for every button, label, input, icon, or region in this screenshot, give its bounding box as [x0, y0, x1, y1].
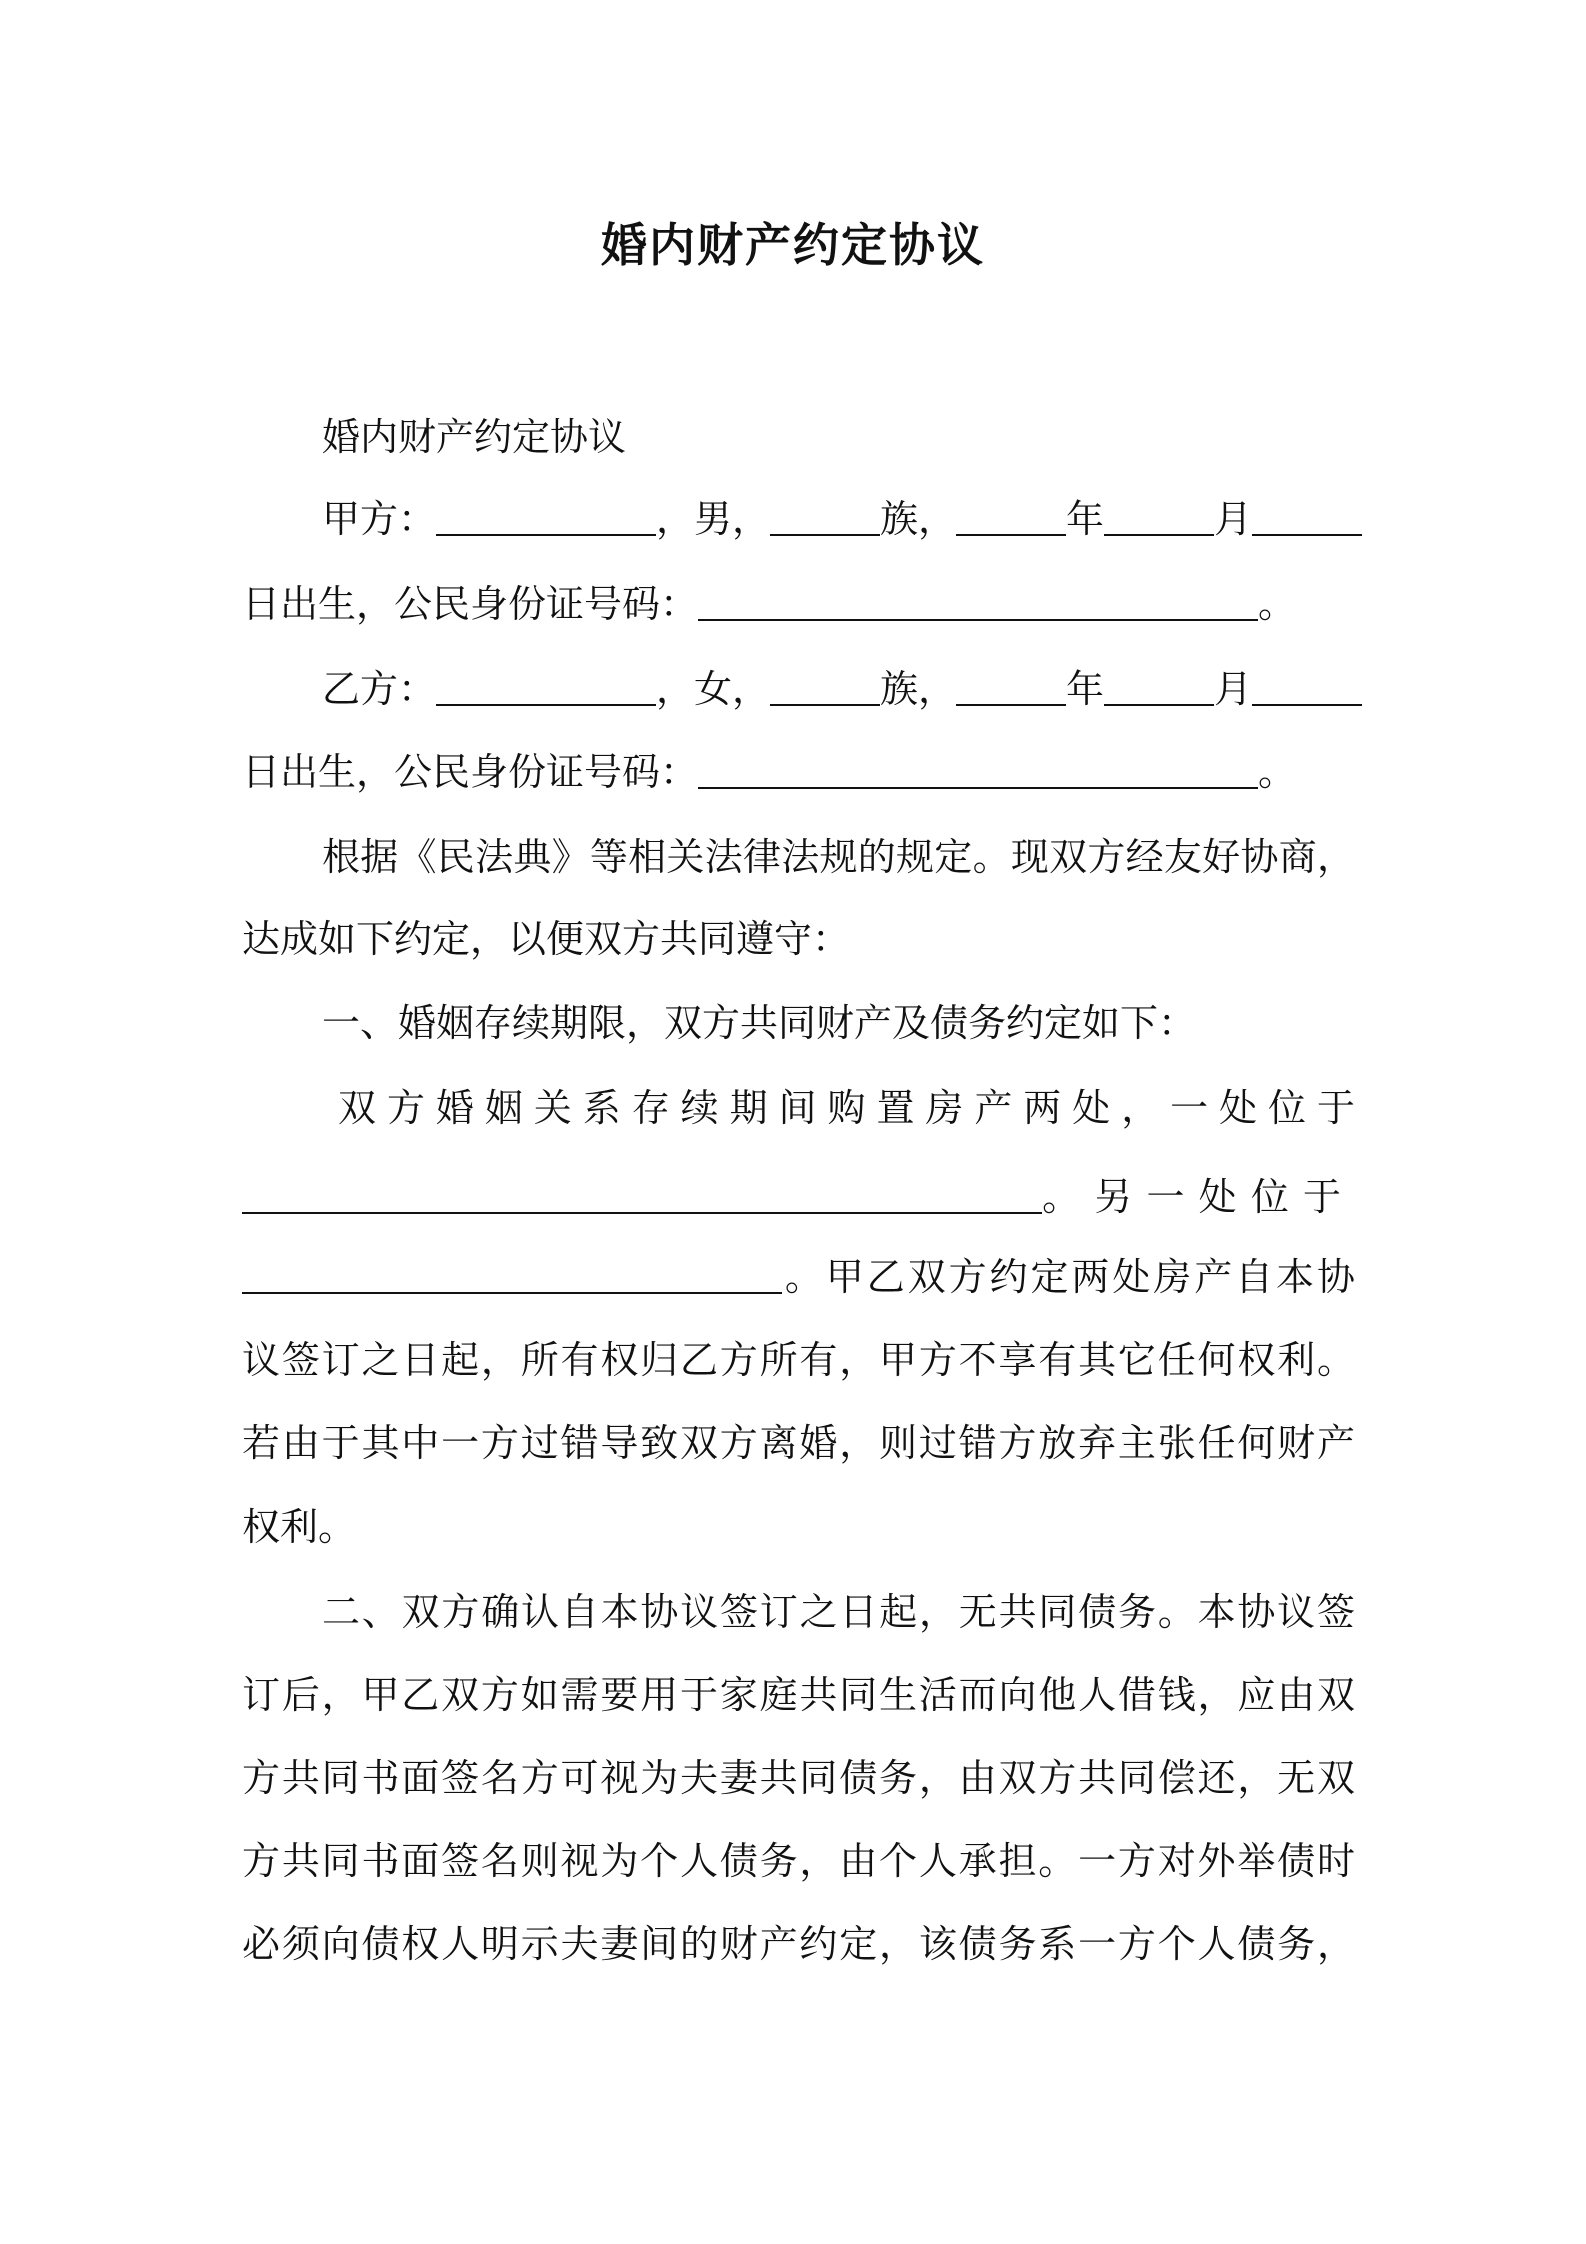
- party-a-month-label: 月: [1214, 497, 1253, 541]
- section-2-line-5: 必须向债权人明示夫妻间的财产约定，该债务系一方个人债务，: [242, 1922, 1355, 1966]
- party-b-day-blank: [1252, 664, 1362, 706]
- party-b-year-label: 年: [1066, 667, 1105, 711]
- party-b-gender: ，女，: [656, 667, 771, 711]
- party-b-id-blank: [698, 747, 1258, 789]
- party-b-birth-text: 日出生，公民身份证号码：: [242, 750, 699, 794]
- party-a-year-blank: [956, 494, 1066, 536]
- party-a-month-blank: [1104, 494, 1214, 536]
- party-a-end: 。: [1258, 582, 1297, 626]
- section-2-line-1: 二、双方确认自本协议签订之日起，无共同债务。本协议签: [322, 1590, 1355, 1634]
- party-a-birth-text: 日出生，公民身份证号码：: [242, 582, 699, 626]
- party-b-name-blank: [436, 664, 656, 706]
- party-a-ethnicity-blank: [770, 494, 880, 536]
- party-b-ethnicity-label: 族，: [880, 667, 957, 711]
- party-a-label: 甲方：: [322, 497, 437, 541]
- party-b-year-blank: [956, 664, 1066, 706]
- document-subtitle: 婚内财产约定协议: [322, 415, 627, 459]
- property-1-address-blank: [242, 1172, 1042, 1214]
- party-a-year-label: 年: [1066, 497, 1105, 541]
- party-a-name-blank: [436, 494, 656, 536]
- section-1-line-3-text: 。甲乙双方约定两处房产自本协: [782, 1255, 1355, 1299]
- section-1-line-5: 若由于其中一方过错导致双方离婚，则过错方放弃主张任何财产: [242, 1421, 1355, 1465]
- section-1-line-6: 权利。: [242, 1505, 357, 1549]
- party-b-month-blank: [1104, 664, 1214, 706]
- section-1-line-4: 议签订之日起，所有权归乙方所有，甲方不享有其它任何权利。: [242, 1338, 1355, 1382]
- party-b-label: 乙方：: [322, 667, 437, 711]
- party-a-id-blank: [698, 579, 1258, 621]
- section-1-line-3: [242, 1250, 1355, 1304]
- section-2-line-2: 订后，甲乙双方如需要用于家庭共同生活而向他人借钱，应由双: [242, 1673, 1355, 1717]
- party-a-gender: ，男，: [656, 497, 771, 541]
- property-2-address-blank: [242, 1252, 782, 1294]
- party-a-line-2: [242, 577, 1296, 631]
- section-2-line-4: 方共同书面签名则视为个人债务，由个人承担。一方对外举债时: [242, 1839, 1355, 1883]
- preamble-line-1: 根据《民法典》等相关法律法规的规定。现双方经友好协商，: [322, 835, 1355, 879]
- section-1-line-2: [242, 1170, 1355, 1224]
- party-a-line-1: [322, 492, 1362, 546]
- preamble-line-2: 达成如下约定，以便双方共同遵守：: [242, 917, 851, 961]
- section-1-heading: 一、婚姻存续期限，双方共同财产及债务约定如下：: [322, 1001, 1197, 1045]
- section-1-line-2-text: 。另一处位于: [1042, 1175, 1355, 1219]
- section-1-line-1: 双方婚姻关系存续期间购置房产两处，一处位于: [338, 1086, 1355, 1130]
- party-b-line-1: [322, 662, 1362, 716]
- party-b-month-label: 月: [1214, 667, 1253, 711]
- party-a-ethnicity-label: 族，: [880, 497, 957, 541]
- section-2-line-3: 方共同书面签名方可视为夫妻共同债务，由双方共同偿还，无双: [242, 1756, 1355, 1800]
- party-b-ethnicity-blank: [770, 664, 880, 706]
- document-title: 婚内财产约定协议: [601, 218, 985, 272]
- party-b-end: 。: [1258, 750, 1297, 794]
- party-a-day-blank: [1252, 494, 1362, 536]
- party-b-line-2: [242, 745, 1296, 799]
